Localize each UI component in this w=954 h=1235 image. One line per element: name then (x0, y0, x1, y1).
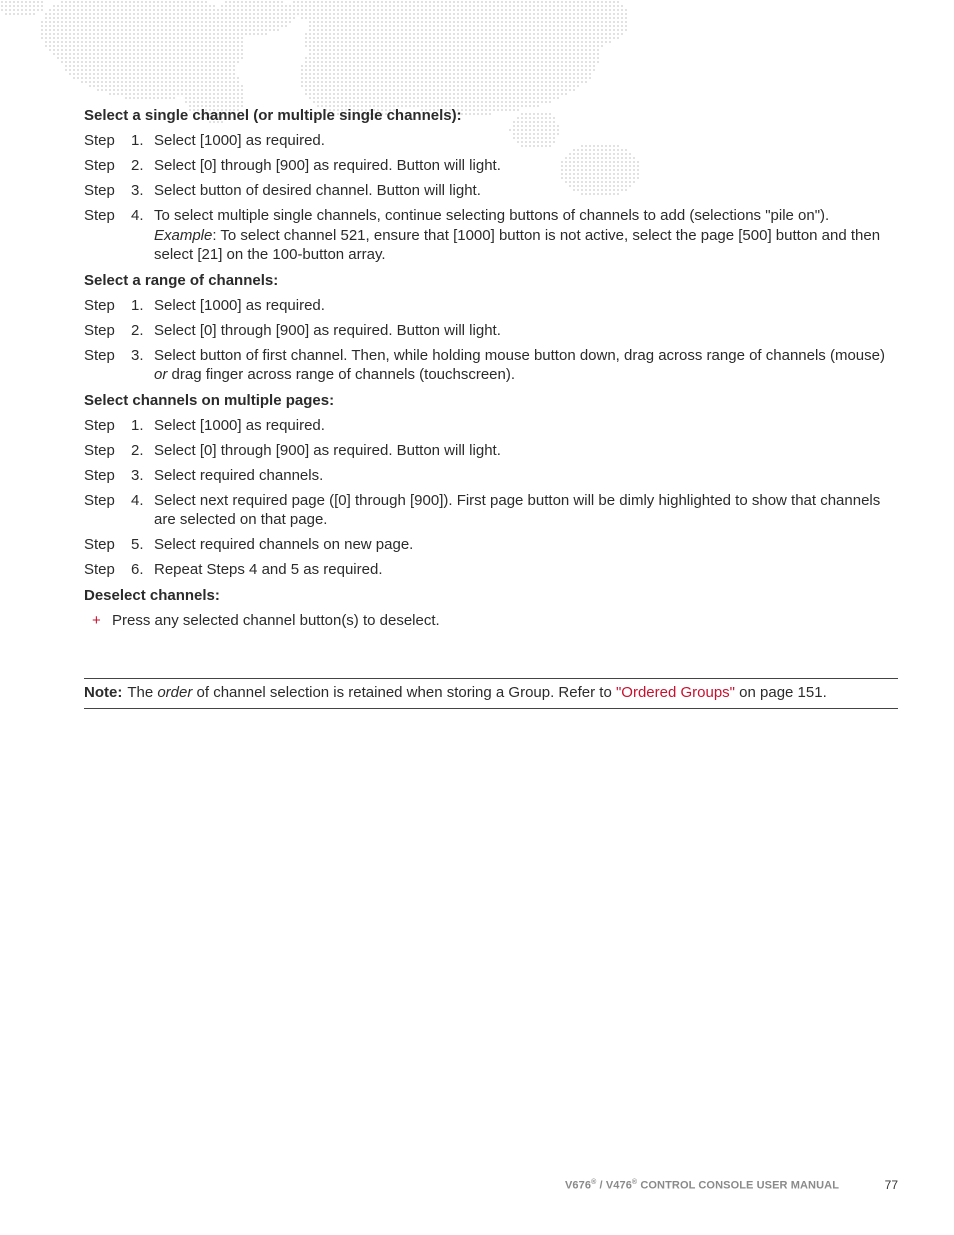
step-item: Step 2. Select [0] through [900] as required. Button will light. (84, 322, 501, 339)
section-heading: Deselect channels: (84, 587, 220, 604)
section-deselect (84, 586, 898, 630)
section-heading: Select channels on multiple pages: (84, 392, 335, 409)
page-number: 77 (884, 1178, 898, 1192)
section-single-channel (84, 106, 898, 264)
step-item: Step 1. Select [1000] as required. (84, 297, 325, 314)
bullet-item: + Press any selected channel button(s) to deselect. (92, 612, 440, 629)
step-item: Step 2. Select [0] through [900] as required. Button will light. (84, 442, 501, 459)
ordered-groups-link[interactable]: "Ordered Groups" (615, 684, 735, 701)
note-label: Note: (84, 684, 123, 701)
step-item: Step 5. Select required channels on new page. (84, 536, 414, 553)
example-label: Example (154, 227, 213, 244)
step-item: Step 1. Select [1000] as required. (84, 417, 325, 434)
page-content (84, 106, 898, 630)
example-text: Example: To select channel 521, ensure that [1000] button is not active, select the page [500] button and then select [21] on the 100-button array. (154, 227, 881, 263)
manual-title: V676® / V476® CONTROL CONSOLE USER MANUAL (565, 1179, 840, 1192)
step-item: Step 2. Select [0] through [900] as required. Button will light. (84, 157, 501, 174)
step-item: Step 4. To select multiple single channels, continue selecting buttons of channels to add (selections "pile on"). (84, 207, 830, 224)
step-item: Step 4. Select next required page ([0] through [900]). First page button will be dimly highlighted to show that channels are selected on that page. (84, 492, 881, 528)
step-item: Step 6. Repeat Steps 4 and 5 as required. (84, 561, 383, 578)
section-multiple-pages (84, 391, 898, 579)
page-footer (565, 1178, 898, 1192)
section-heading: Select a single channel (or multiple single channels): (84, 107, 462, 124)
step-item: Step 3. Select required channels. (84, 467, 324, 484)
section-heading: Select a range of channels: (84, 272, 279, 289)
step-item: Step 3. Select button of first channel. Then, while holding mouse button down, drag across range of channels (mouse) or drag finger across range of channels (touchscreen). (84, 347, 885, 383)
plus-bullet-icon: + (92, 612, 101, 629)
section-range-of-channels (84, 271, 898, 384)
note-box: Note: The order of channel selection is retained when storing a Group. Refer to "Ordered Groups" on page 151. (84, 678, 898, 709)
step-item: Step 3. Select button of desired channel. Button will light. (84, 182, 481, 199)
step-item: Step 1. Select [1000] as required. (84, 132, 325, 149)
